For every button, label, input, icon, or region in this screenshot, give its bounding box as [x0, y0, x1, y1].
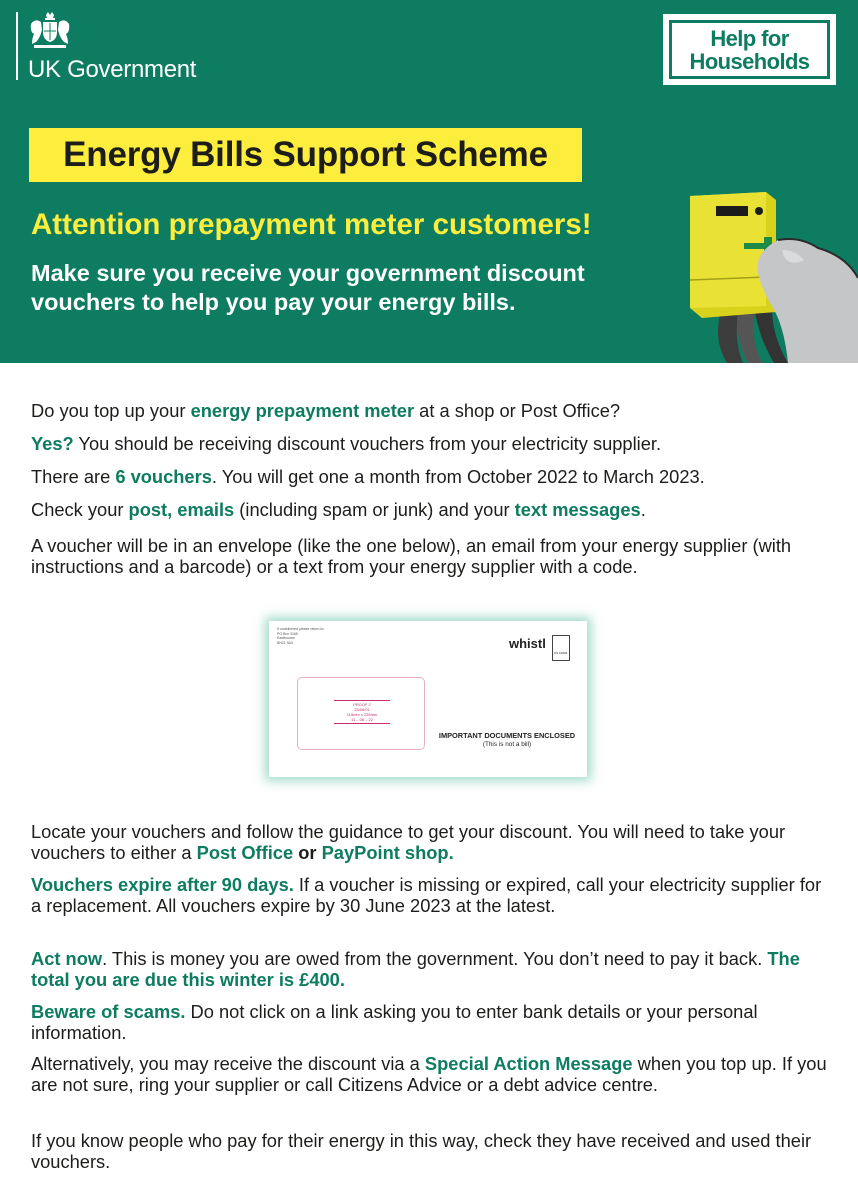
paragraph-scams: Beware of scams. Do not click on a link asking you to enter bank details or your personal information. [31, 1001, 758, 1043]
scheme-title: Energy Bills Support Scheme [63, 135, 548, 174]
logo-line-2: Households [689, 48, 810, 74]
scheme-title-box [29, 128, 582, 182]
subtitle: Make sure you receive your government discount vouchers to help you pay your energy bills. [31, 260, 585, 315]
paragraph-voucher-formats: A voucher will be in an envelope (like the one below), an email from your energy supplier (with instructions and a barcode) or a text from your energy supplier with a code. [31, 535, 792, 577]
paragraph-act-now: Act now. This is money you are owed from the government. You don’t need to pay it back. The total you are due this winter is £400. [31, 948, 800, 990]
uk-government-logo [16, 12, 216, 82]
envelope-window [297, 677, 425, 750]
logo-line-1: Help for [710, 25, 789, 51]
paragraph-share: If you know people who pay for their energy in this way, check they have received and used their vouchers. [31, 1130, 812, 1172]
prepayment-meter-illustration [678, 188, 858, 363]
paragraph-yes: Yes? You should be receiving discount vouchers from your electricity supplier. [31, 433, 662, 454]
logo-divider [16, 12, 18, 80]
paragraph-expiry: Vouchers expire after 90 days. If a voucher is missing or expired, call your electricity supplier for a replacement. All vouchers expire by 30 June 2023 at the latest. [31, 874, 822, 916]
paragraph-top-up: Do you top up your energy prepayment meter at a shop or Post Office? [31, 400, 621, 421]
envelope-example [269, 621, 587, 777]
return-address: If undelivered please return to: PO Box 3165 Eastbourne BN21 9AX [277, 627, 325, 645]
paragraph-vouchers: There are 6 vouchers. You will get one a month from October 2022 to March 2023. [31, 466, 705, 487]
envelope-brand: whistl [509, 636, 546, 651]
header-banner [0, 0, 858, 363]
proof-stamp: PROOF 2 23/06/01 115mm x 235mm 11 – 06 – 22 [334, 700, 390, 724]
gov-name: UK Government [28, 56, 197, 83]
attention-heading: Attention prepayment meter customers! [31, 208, 592, 241]
not-a-bill-label: (This is not a bill) [482, 741, 532, 748]
important-documents-label: IMPORTANT DOCUMENTS ENCLOSED [438, 731, 576, 740]
postage-stamp: CS 10002 [552, 635, 570, 661]
paragraph-special-action: Alternatively, you may receive the discount via a Special Action Message when you top up. If you are not sure, ring your supplier or call Citizens Advice or a debt advice centre. [31, 1053, 827, 1095]
paragraph-locate: Locate your vouchers and follow the guidance to get your discount. You will need to take your vouchers to either a Post Office or PayPoint shop. [31, 821, 786, 863]
help-for-households-logo [663, 14, 836, 85]
royal-coat-of-arms-icon [28, 12, 72, 52]
paragraph-check: Check your post, emails (including spam or junk) and your text messages. [31, 499, 646, 520]
